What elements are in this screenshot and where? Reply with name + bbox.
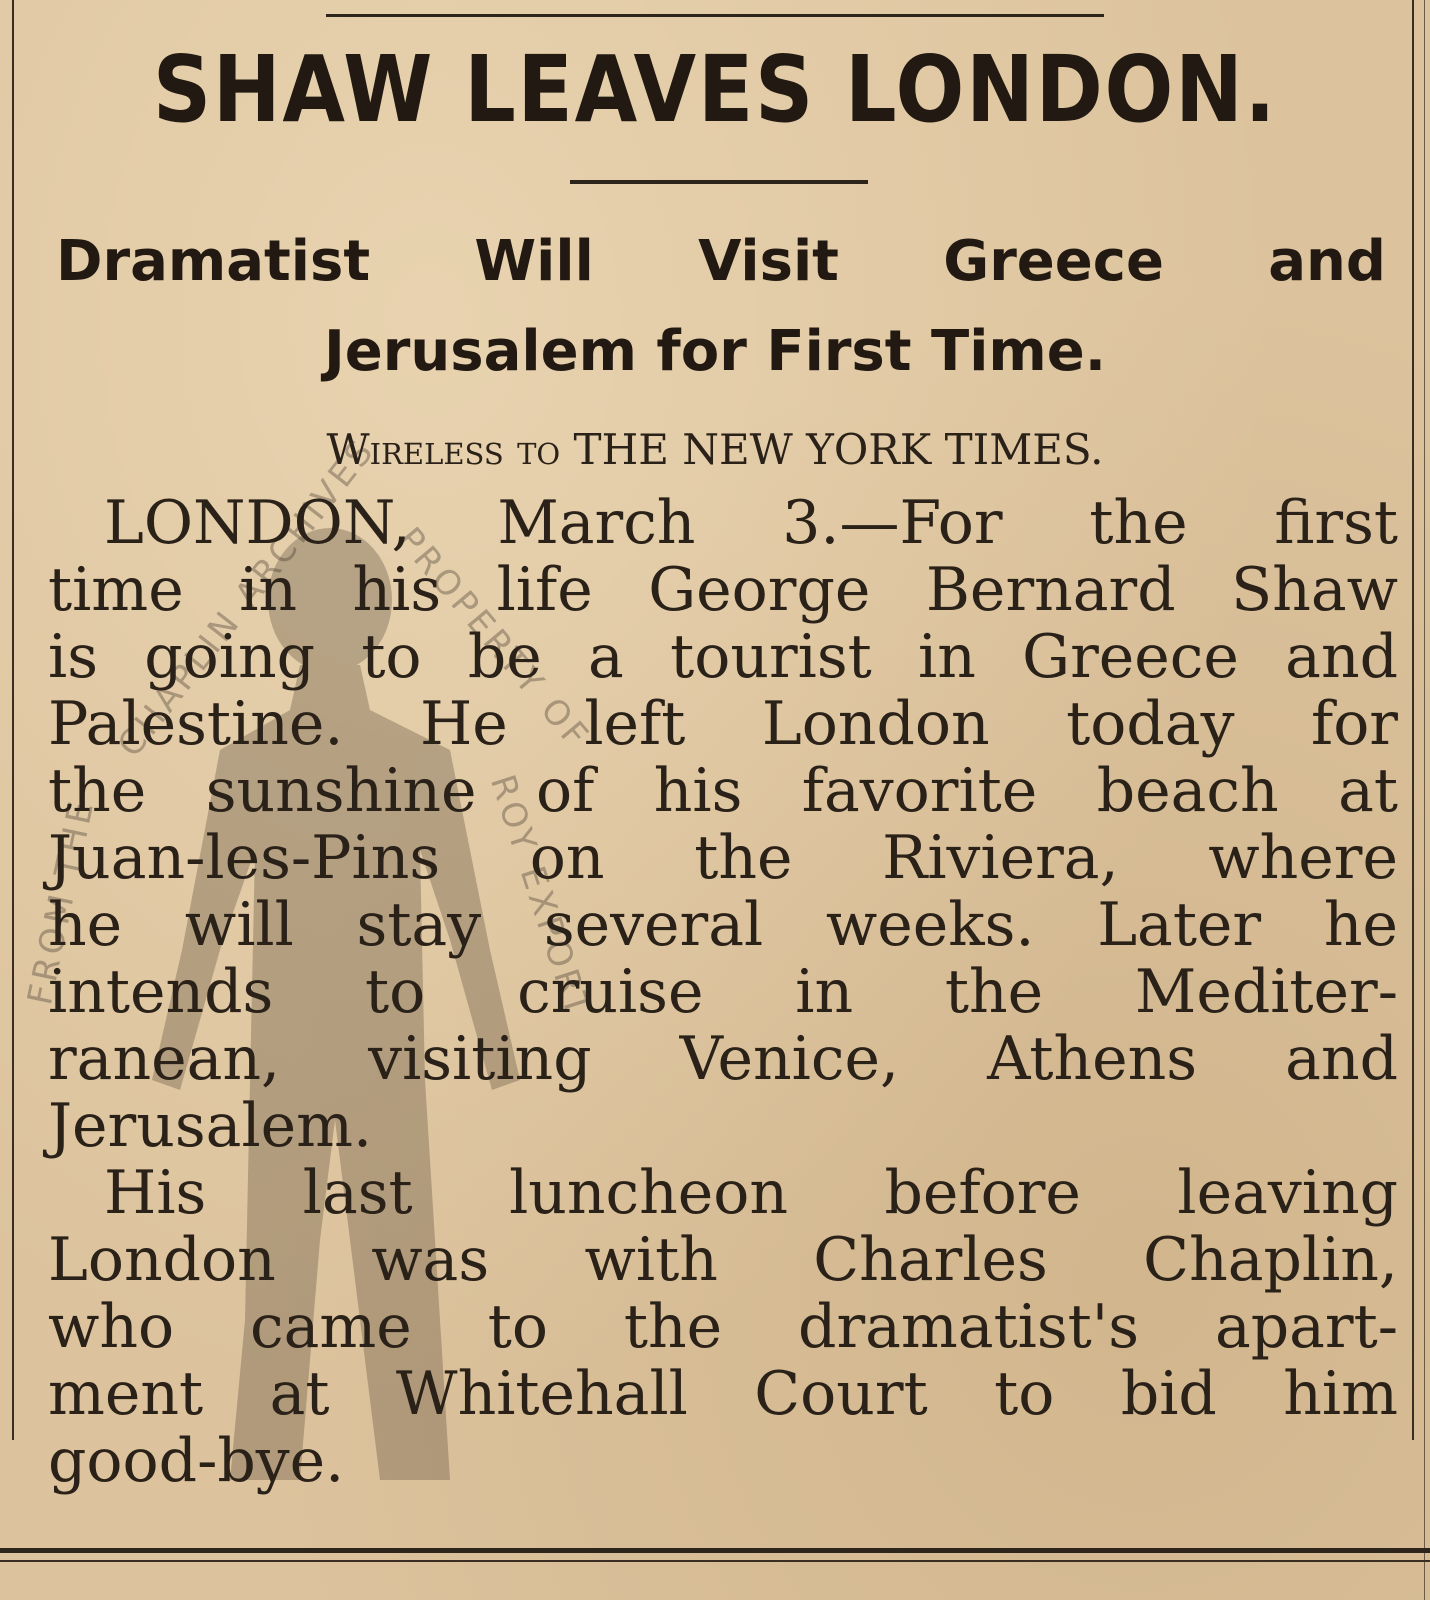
article-body <box>48 490 1398 1495</box>
deck-line-1: Dramatist Will Visit Greece and <box>56 229 1386 294</box>
headline: SHAW LEAVES LONDON. <box>152 36 1278 143</box>
left-column-rule <box>12 0 14 1440</box>
bottom-rule-thin <box>0 1560 1430 1562</box>
body-line: good-bye. <box>48 1426 345 1496</box>
body-line: Jerusalem. <box>48 1091 373 1161</box>
right-column-rule <box>1412 0 1414 1440</box>
right-edge-rule <box>1424 0 1425 1600</box>
deck-line-2: Jerusalem for First Time. <box>323 319 1107 384</box>
body-line: ranean, visiting Venice, Athens and <box>48 1024 1398 1094</box>
body-line: is going to be a tourist in Greece and <box>48 622 1398 692</box>
body-line: Palestine. He left London today for <box>48 689 1398 759</box>
bottom-rule <box>0 1548 1430 1553</box>
body-line: intends to cruise in the Mediter- <box>48 957 1398 1027</box>
top-rule <box>326 14 1104 17</box>
body-line: ment at Whitehall Court to bid him <box>48 1359 1398 1429</box>
watermark-text-b: CHAPLIN ARCHIVES <box>110 430 384 765</box>
dateline: Wireless to THE NEW YORK TIMES. <box>326 425 1104 474</box>
body-line: who came to the dramatist's apart- <box>48 1292 1398 1362</box>
body-line: he will stay several weeks. Later he <box>48 890 1398 960</box>
headline-divider <box>570 180 868 184</box>
body-line: LONDON, March 3.—For the first <box>104 488 1398 558</box>
watermark-text-c: PROPERTY OF <box>389 520 598 758</box>
body-line: London was with Charles Chaplin, <box>48 1225 1398 1295</box>
watermark-text-a: FROM THE <box>20 794 103 1009</box>
body-line: His last luncheon before leaving <box>104 1158 1398 1228</box>
body-line: Juan-les-Pins on the Riviera, where <box>48 823 1398 893</box>
body-line: time in his life George Bernard Shaw <box>48 555 1398 625</box>
watermark-text-d: ROY EXPORT <box>481 770 599 1024</box>
body-line: the sunshine of his favorite beach at <box>48 756 1398 826</box>
